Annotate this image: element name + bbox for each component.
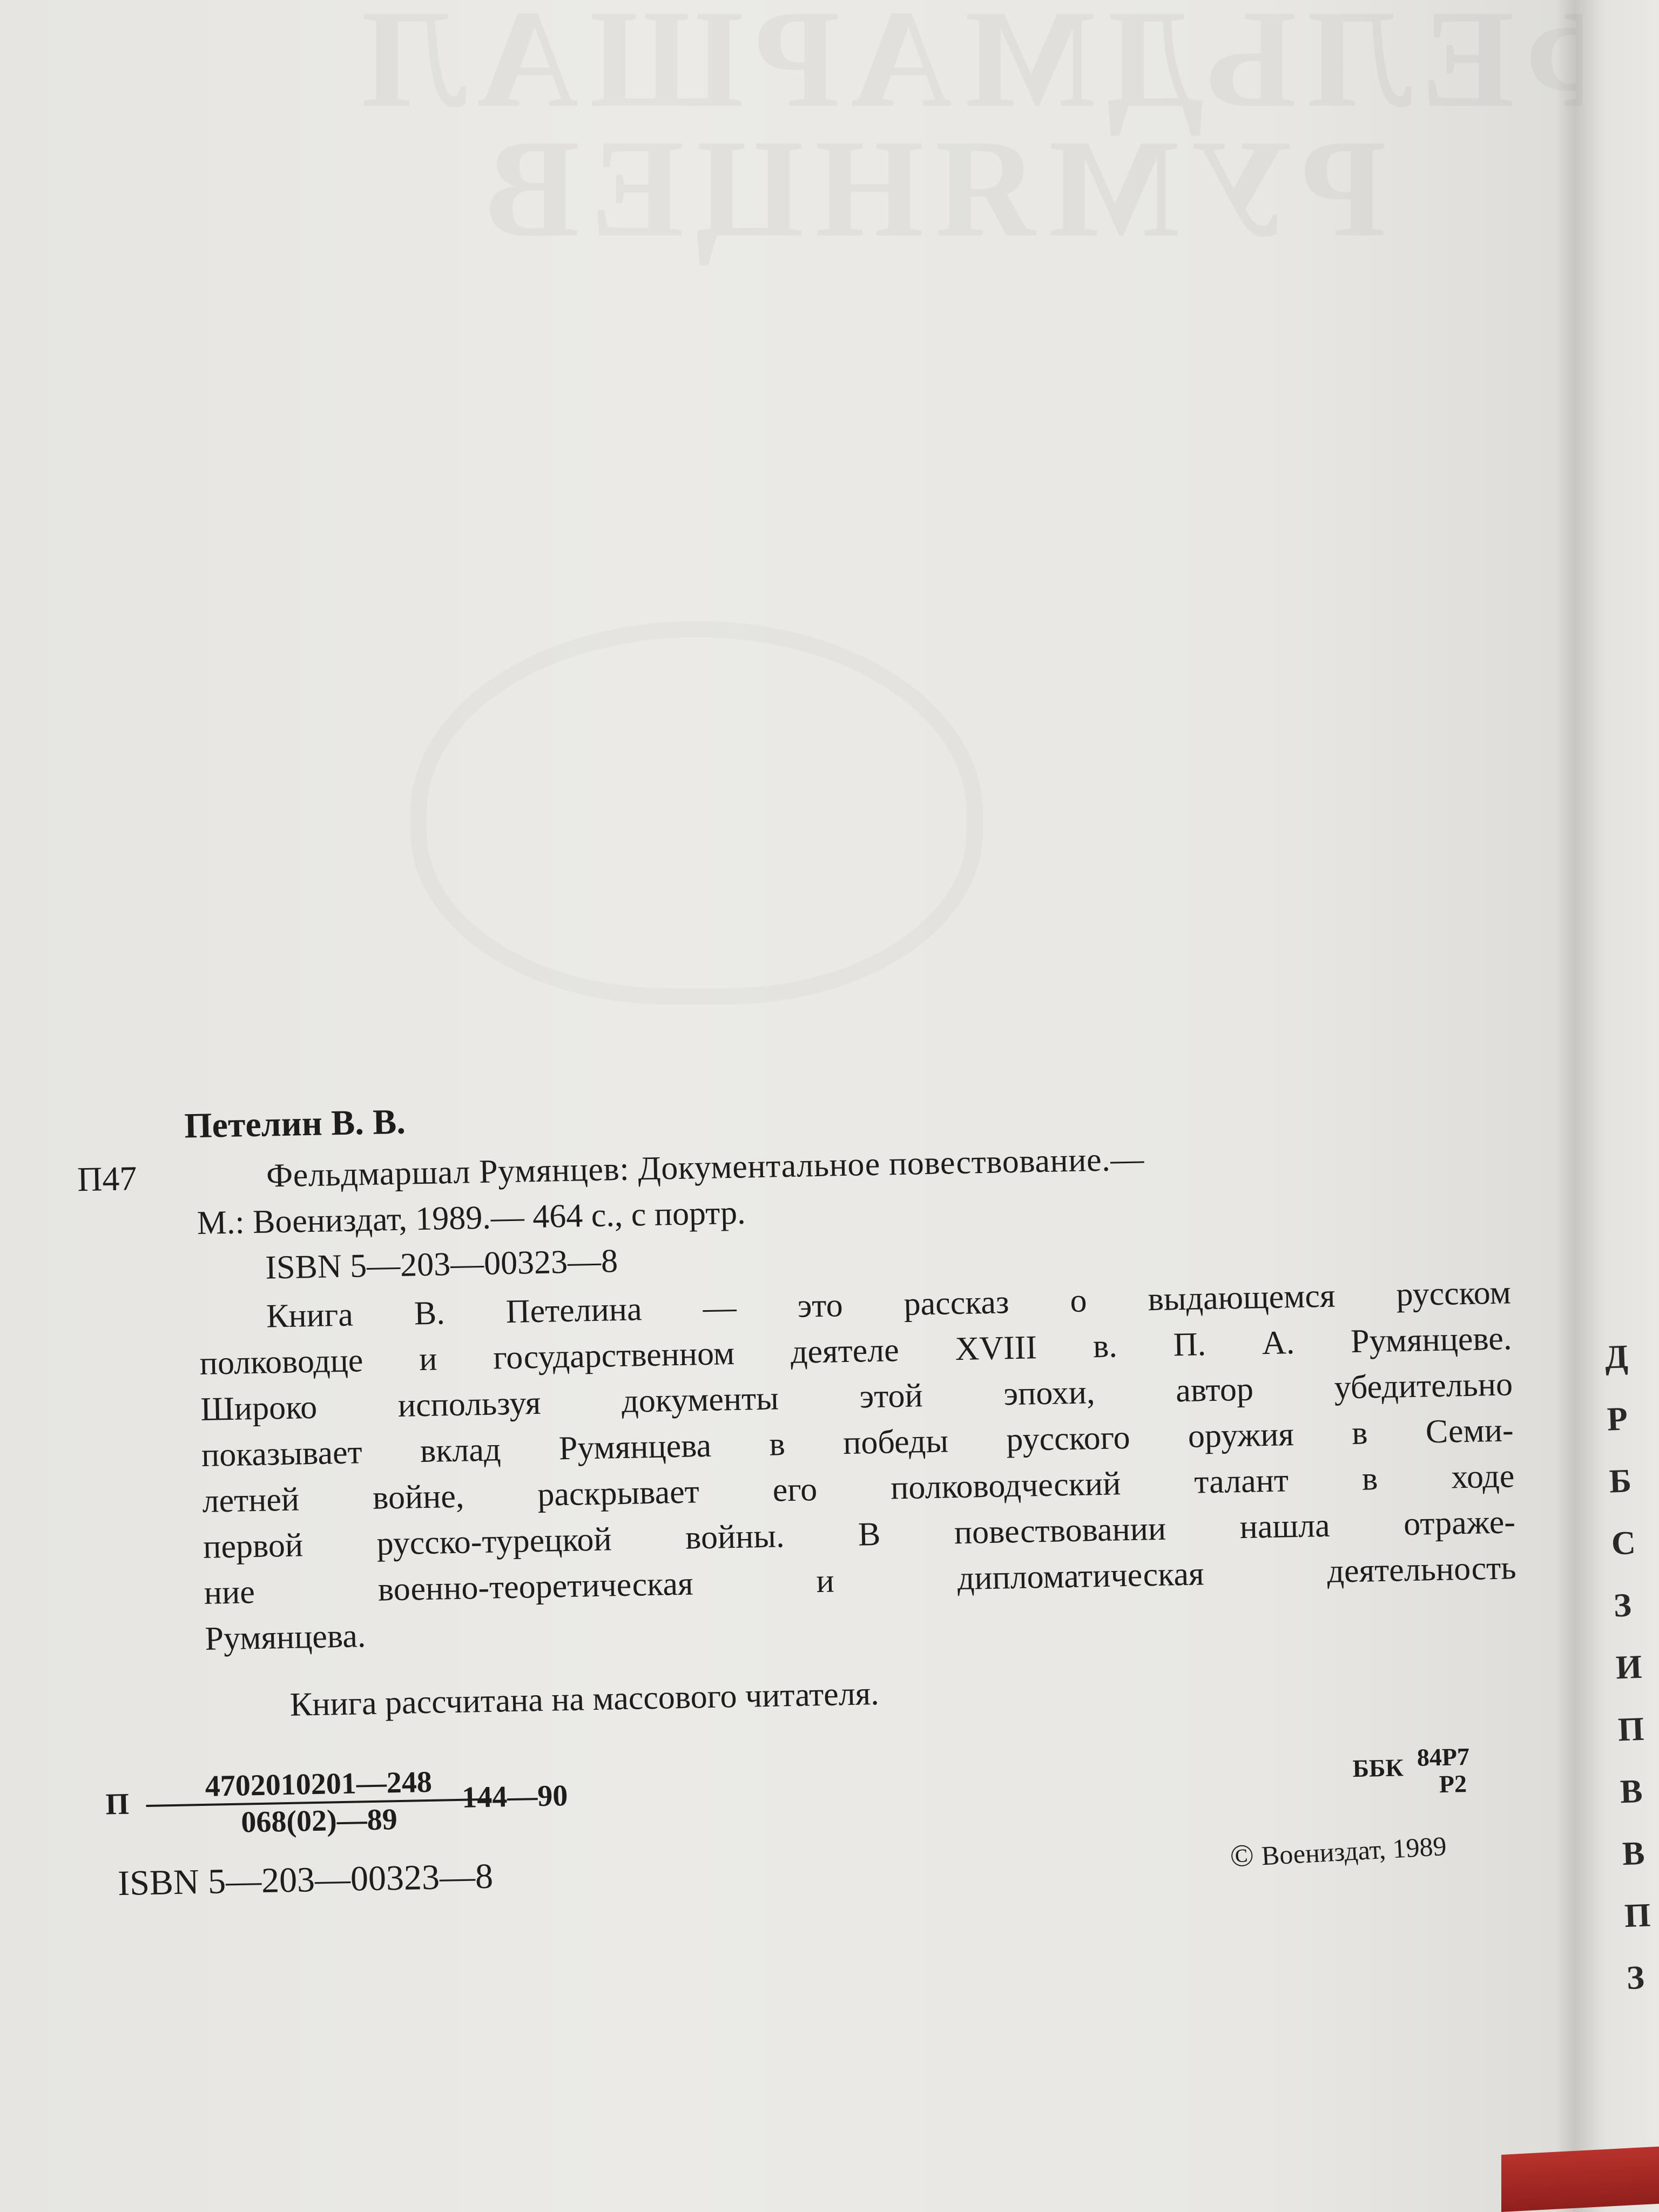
fraction-denominator: 068(02)—89 bbox=[240, 1803, 398, 1839]
book-cover-edge bbox=[1501, 2147, 1659, 2212]
audience-note: Книга рассчитана на массового читателя. bbox=[289, 1675, 880, 1723]
book-title: Фельдмаршал Румянцев: Документальное повествование.— bbox=[266, 1141, 1145, 1195]
edge-glyph: З bbox=[1626, 1959, 1645, 1997]
footer-isbn: ISBN 5—203—00323—8 bbox=[117, 1856, 494, 1904]
show-through-text: РУМЯНЦЕВ bbox=[475, 111, 1387, 266]
edge-glyph: П bbox=[1617, 1710, 1645, 1749]
edge-glyph: Б bbox=[1608, 1462, 1633, 1500]
annotation bbox=[198, 1270, 1518, 1662]
entry-isbn: ISBN 5—203—00323—8 bbox=[265, 1243, 618, 1286]
annotation-line: показывает вклад Румянцева в победы русского оружия в Семи- bbox=[201, 1412, 1514, 1474]
show-through-emblem bbox=[410, 621, 983, 1004]
copyright bbox=[1229, 1826, 1447, 1874]
bbk-label: ББК bbox=[1352, 1754, 1404, 1783]
annotation-line: летней войне, раскрывает его полководческий талант в ходе bbox=[202, 1458, 1515, 1520]
annotation-line: Румянцева. bbox=[204, 1617, 366, 1657]
copyright-icon: © bbox=[1229, 1837, 1255, 1874]
annotation-line: полководце и государственном деятеле XVIII в. П. А. Румянцеве. bbox=[199, 1320, 1512, 1382]
bbk-codes bbox=[1417, 1743, 1470, 1798]
copyright-holder: Воениздат, 1989 bbox=[1260, 1830, 1447, 1871]
edge-glyph: И bbox=[1615, 1648, 1643, 1687]
catalog-code: П47 bbox=[77, 1159, 138, 1199]
bbk-classification bbox=[1352, 1743, 1471, 1799]
bbk-code-bottom: Р2 bbox=[1439, 1770, 1467, 1798]
edge-glyph: В bbox=[1619, 1772, 1643, 1811]
bbk-code-top: 84Р7 bbox=[1417, 1742, 1470, 1771]
edge-glyph: В bbox=[1621, 1835, 1645, 1873]
imprint: М.: Воениздат, 1989.— 464 с., с портр. bbox=[197, 1194, 746, 1242]
catalog-card bbox=[0, 1061, 1573, 2009]
edge-glyph: З bbox=[1613, 1587, 1632, 1624]
edge-glyph: П bbox=[1623, 1897, 1651, 1935]
edge-glyph: Р bbox=[1606, 1400, 1628, 1438]
publisher-index-fraction bbox=[145, 1765, 492, 1840]
fraction-numerator: 4702010201—248 bbox=[145, 1765, 491, 1807]
publisher-index-suffix: 144—90 bbox=[461, 1779, 568, 1815]
edge-glyph: Д bbox=[1604, 1338, 1629, 1376]
publisher-index-letter: П bbox=[105, 1787, 130, 1822]
annotation-line: Книга В. Петелина — это рассказ о выдающемся русском bbox=[266, 1274, 1512, 1335]
author-name: Петелин В. В. bbox=[184, 1102, 406, 1146]
annotation-line: Широко используя документы этой эпохи, автор убедительно bbox=[200, 1366, 1513, 1428]
annotation-line: ние военно-теоретическая и дипломатическая деятельность bbox=[204, 1549, 1517, 1611]
show-through-text: ФЕЛЬДМАРШАЛ bbox=[351, 0, 1646, 137]
annotation-line: первой русско-турецкой войны. В повествовании нашла отраже- bbox=[203, 1503, 1516, 1566]
edge-glyph: С bbox=[1610, 1524, 1636, 1562]
